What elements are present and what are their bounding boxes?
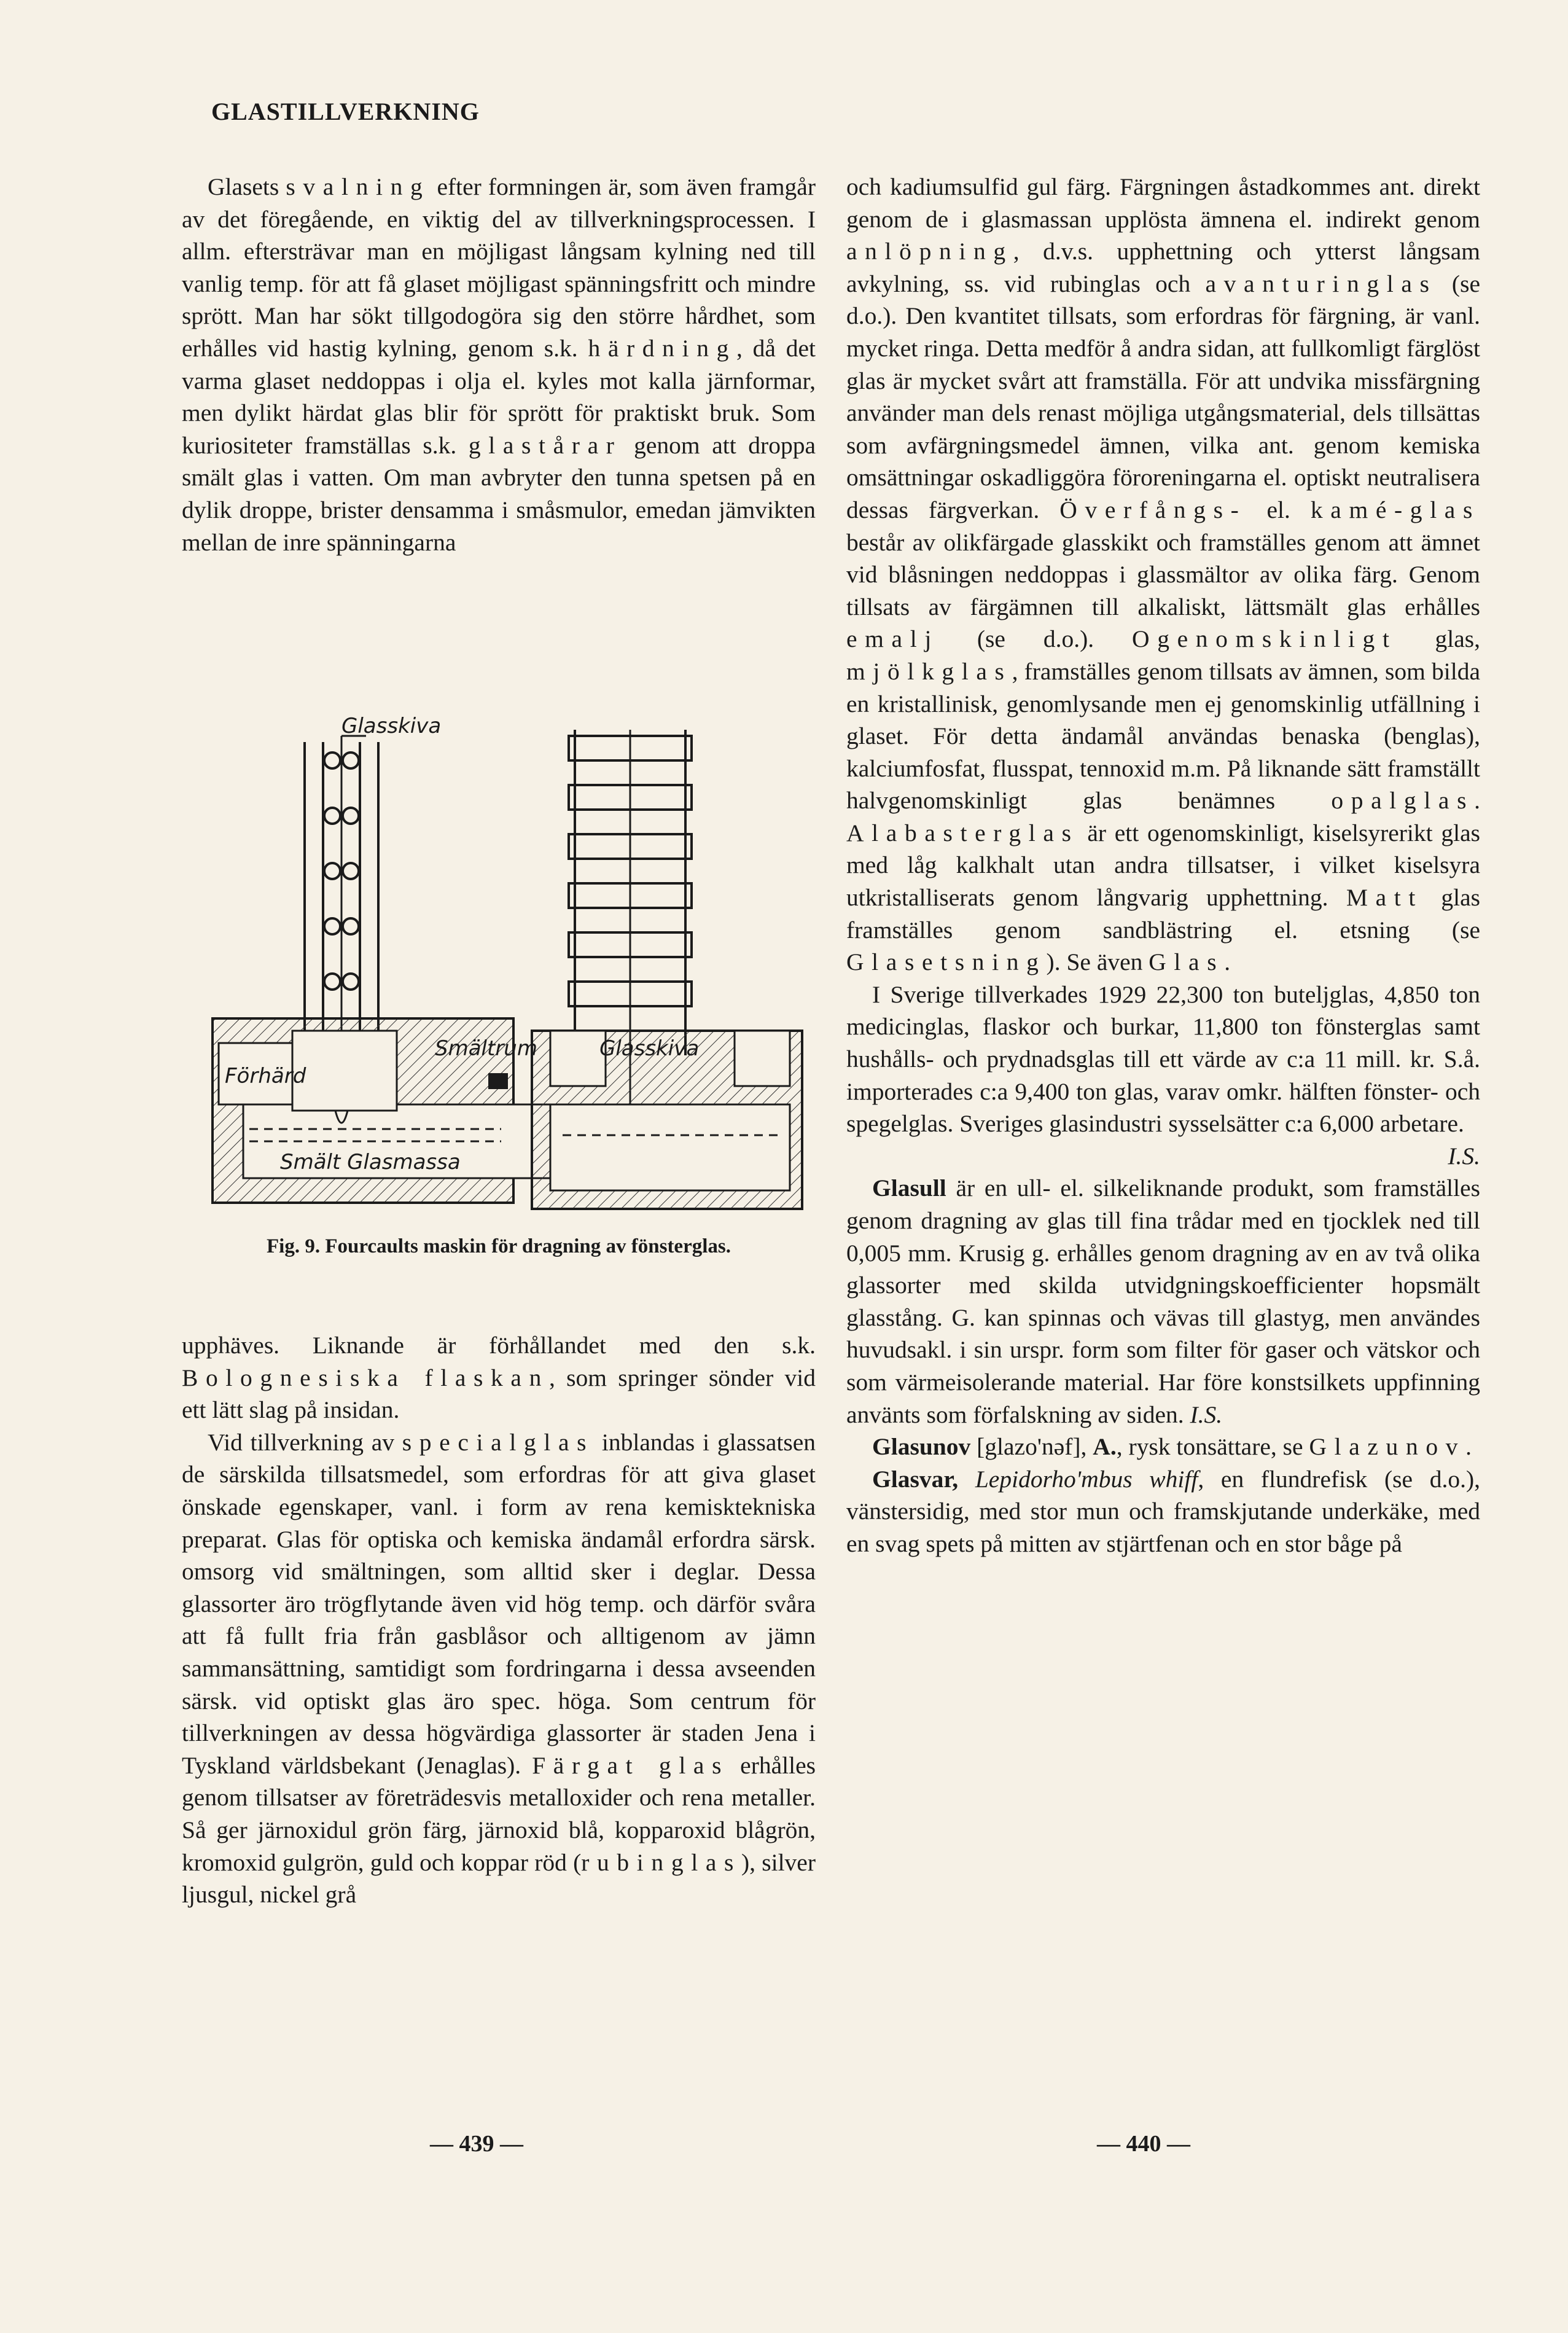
text-run: (se d.o.). Den kvantitet tillsats, som erfordras för färgning, är vanl. mycket ringa. Detta medför å andra sidan, att fullkomligt färglöst glas är mycket svårt att framställa. För att undvika missfärgning använder man dels renast möjliga utgångsmaterial, dels tillsättas som avfärgningsmedel ämnen, vilka ant. genom kemiska omsättningar oskadliggöra föroreningarna el. optiskt neutralisera dessas färgverkan. — [846, 270, 1480, 523]
text-run: är ett ogenomskinligt, kiselsyrerikt glas med låg kalkhalt utan andra tillsatser, i vilket kiselsyra utkristalliserats genom långvarig upphettning. — [846, 819, 1480, 912]
page-number-left: — 439 — — [430, 2131, 523, 2157]
text-run: Färgat glas — [532, 1751, 730, 1779]
fourcault-diagram — [182, 711, 816, 1227]
text-run: Glasetsning — [846, 948, 1047, 976]
text-run: ), silver ljusgul, nickel grå — [182, 1848, 816, 1909]
text-run: mjölkglas — [846, 657, 1012, 685]
text-run: Ogenomskinligt — [1132, 625, 1397, 653]
page-number-right: — 440 — — [1097, 2131, 1190, 2157]
paragraph-svalning — [182, 171, 816, 558]
text-run: Glasull — [872, 1174, 946, 1202]
text-run: I.S. — [1190, 1401, 1223, 1428]
page-header: GLASTILLVERKNING — [211, 98, 480, 125]
right-column — [846, 171, 1480, 1560]
text-run: Glasvar, — [872, 1465, 959, 1493]
text-run: (se d.o.). — [938, 625, 1133, 653]
text-run: avanturinglas — [1205, 270, 1437, 297]
text-run: glas framställes genom sandblästring el. etsning (se — [846, 884, 1480, 944]
signature-is: I.S. — [1448, 1142, 1480, 1170]
text-run: består av olikfärgade glasskikt och framställes genom att ämnet vid blåsningen neddoppas i glassmältor av olika färg. Genom tillsats av färgämnen till alkaliskt, lättsmält glas erhålles — [846, 528, 1480, 620]
text-run: efter formningen är, som även framgår av det föregående, en viktig del av tillverkningsprocessen. I allm. eftersträvar man en möjligast långsam kylning ned till vanlig temp. för att få glaset möjligast spänningsfritt och mindre sprött. Man har sökt tillgodogöra sig den större hårdhet, som erhålles vid hastig kylning, genom s.k. — [182, 173, 816, 362]
text-run: opalglas — [1331, 787, 1475, 815]
text-run: el. — [1246, 496, 1311, 523]
text-run: kamé-glas — [1310, 496, 1480, 523]
entry-glasvar — [846, 1463, 1480, 1560]
paragraph-bolognesiska — [182, 1329, 816, 1426]
right-drawing — [489, 730, 802, 1209]
text-run — [958, 1466, 975, 1493]
text-run: härdning — [588, 334, 736, 362]
text-run: Vid tillverkning av — [208, 1428, 402, 1456]
label-glasskiva-right: Glasskiva — [599, 1036, 700, 1061]
text-run: , en flundrefisk (se d.o.), vänstersidig, med stor mun och framskjutande underkäke, med en svag spets på mitten av stjärtfenan och en stor båge på — [846, 1465, 1481, 1557]
text-run: Matt — [1346, 884, 1424, 912]
label-glasskiva-top: Glasskiva — [341, 714, 442, 738]
text-run: erhålles genom tillsatser av företrädesvis metalloxider och rena metaller. Så ger järnoxidul grön färg, järnoxid blå, kopparoxid blågrön, kromoxid gulgrön, guld och koppar röd ( — [182, 1751, 816, 1876]
text-run: , framställes genom tillsats av ämnen, som bilda en kristallinisk, genomlysande men ej genomskinlig utfällning i glaset. För detta ändamål användas benaska (benglas), kalciumfosfat, flusspat, tennoxid m.m. På liknande sätt framställt halvgenomskinligt glas benämnes — [846, 657, 1480, 815]
text-run: . — [1224, 948, 1231, 976]
paragraph-sverige — [846, 979, 1480, 1140]
label-smaltrum: Smältrum — [435, 1036, 537, 1061]
text-run: , då det varma glaset neddoppas i olja el. kyles mot kalla järnformar, men dylikt härdat glas blir för sprött för praktiskt bruk. Som kuriositeter framställas s.k. — [182, 334, 816, 459]
text-run: I Sverige tillverkades 1929 22,300 ton buteljglas, 4,850 ton medicinglas, flaskor och burkar, 11,800 ton fönsterglas samt hushålls- och prydnadsglas till ett värde av c:a 11 mill. kr. S.å. importerades c:a 9,400 ton glas, varav omkr. hälften fönster- och spegelglas. Sveriges glasindustri sysselsätter c:a 6,000 arbetare. — [846, 980, 1480, 1138]
left-column-bottom — [182, 1329, 816, 1911]
text-run: , d.v.s. upphettning och ytterst långsam avkylning, ss. vid rubinglas och — [846, 238, 1480, 297]
text-run: Glazunov — [1309, 1433, 1466, 1461]
entry-glasunov — [846, 1431, 1480, 1463]
figure-caption: Fig. 9. Fourcaults maskin för dragning av fönsterglas. — [267, 1235, 731, 1257]
entry-glasull — [846, 1172, 1480, 1431]
label-smalt-glasmassa: Smält Glasmassa — [280, 1150, 461, 1174]
text-run: svalning — [286, 173, 431, 200]
label-forhard: Förhärd — [225, 1064, 306, 1088]
text-run: Glasunov — [872, 1433, 971, 1461]
text-run: ). Se även — [1046, 948, 1149, 976]
figure-fourcault-machine — [182, 711, 816, 1227]
text-run: rubinglas — [581, 1848, 742, 1876]
text-run: , som springer sönder vid ett lätt slag på insidan. — [182, 1364, 816, 1424]
text-run: emalj — [846, 625, 939, 653]
text-run: , rysk tonsättare, se — [1116, 1433, 1309, 1461]
text-run: Glasets — [208, 173, 286, 200]
text-run: inblandas i glassatsen de särskilda tillsatsmedel, som erfordras för att giva glaset önskade egenskaper, vanl. i form av rena kemisktekniska preparat. Glas för optiska och kemiska ändamål erfordra särsk. omsorg vid smältningen, som alltid sker i deglar. Dessa glassorter äro trögflytande även vid hög temp. och därför svåra att få fullt fria från gasblåsor och alltigenom av jämn sammansättning, samtidigt som fordringarna i dessa avseenden särsk. vid optiskt glas äro spec. höga. Som centrum för tillverkningen av dessa högvärdiga glassorter är staden Jena i Tyskland världsbekant (Jenaglas). — [182, 1428, 816, 1779]
text-run: genom att droppa smält glas i vatten. Om man avbryter den tunna spetsen på en dylik droppe, brister densamma i småsmulor, emedan jämvikten mellan de inre spänningarna — [182, 431, 816, 556]
left-column-top — [182, 171, 816, 558]
text-run: glas, — [1397, 625, 1480, 653]
text-run: är en ull- el. silkeliknande produkt, som framställes genom dragning av glas till fina trådar med en tjocklek ned till 0,005 mm. Krusig g. erhålles genom dragning av en av två olika glassorter med skilda utvidgningskoefficienter hopsmält glasstång. G. kan spinnas och vävas till glastyg, men användes huvudsakl. i sin urspr. form som filter för gaser och vätskor och som värmeisolerande material. Har före konstsilkets uppfinning använts som förfalskning av siden. — [846, 1174, 1480, 1428]
text-run: Lepidorho'mbus whiff — [975, 1465, 1198, 1493]
text-run: [glazo'nəf], — [970, 1433, 1093, 1461]
text-run: upphäves. Liknande är förhållandet med den s.k. — [182, 1332, 816, 1359]
text-run: A. — [1093, 1433, 1117, 1461]
text-run: specialglas — [402, 1428, 595, 1456]
left-drawing — [213, 736, 575, 1203]
text-run: . — [1465, 1433, 1472, 1461]
text-run: Alabasterglas — [846, 819, 1079, 846]
paragraph-specialglas — [182, 1426, 816, 1911]
paragraph-fargning — [846, 171, 1480, 979]
text-run: anlöpning — [846, 238, 1013, 265]
text-run: Överfångs- — [1059, 496, 1247, 523]
text-run: . — [1474, 787, 1480, 815]
text-run: Bolognesiska flaskan — [182, 1364, 549, 1391]
text-run: glastårar — [468, 431, 622, 459]
text-run: Glas — [1149, 948, 1225, 976]
text-run: och kadiumsulfid gul färg. Färgningen åstadkommes ant. direkt genom de i glasmassan upplösta ämnena el. indirekt genom — [846, 173, 1480, 233]
